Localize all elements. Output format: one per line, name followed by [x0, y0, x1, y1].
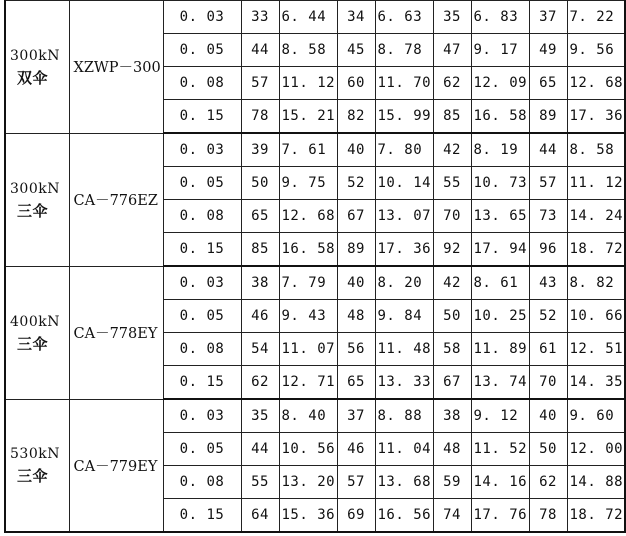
value-c-dec: 16. 58: [471, 100, 529, 134]
value-b-dec: 11. 70: [375, 67, 433, 100]
value-d-dec: 10. 66: [567, 300, 625, 333]
value-d-int: 43: [529, 266, 567, 300]
value-a-int: 35: [241, 399, 279, 433]
value-b-dec: 11. 04: [375, 433, 433, 466]
value-a-dec: 12. 71: [279, 366, 337, 400]
value-c-int: 92: [433, 233, 471, 267]
value-b-dec: 10. 14: [375, 167, 433, 200]
value-a-int: 44: [241, 433, 279, 466]
value-d-dec: 8. 82: [567, 266, 625, 300]
value-b-int: 89: [337, 233, 375, 267]
pressure-cell: 0. 15: [163, 100, 241, 134]
value-b-dec: 15. 99: [375, 100, 433, 134]
value-d-dec: 18. 72: [567, 233, 625, 267]
value-d-int: 49: [529, 34, 567, 67]
value-d-int: 73: [529, 200, 567, 233]
pressure-cell: 0. 08: [163, 466, 241, 499]
value-d-dec: 7. 22: [567, 1, 625, 34]
value-a-int: 38: [241, 266, 279, 300]
value-b-dec: 13. 07: [375, 200, 433, 233]
value-a-int: 64: [241, 499, 279, 533]
value-c-dec: 13. 65: [471, 200, 529, 233]
value-a-dec: 15. 21: [279, 100, 337, 134]
value-c-dec: 10. 73: [471, 167, 529, 200]
load-rating: 300kN: [10, 47, 60, 64]
value-b-int: 82: [337, 100, 375, 134]
value-a-dec: 10. 56: [279, 433, 337, 466]
value-d-int: 37: [529, 1, 567, 34]
value-c-dec: 9. 17: [471, 34, 529, 67]
group-label-cell: [5, 399, 69, 532]
model-name: CA－776EZ: [69, 133, 163, 266]
value-b-dec: 17. 36: [375, 233, 433, 267]
pressure-cell: 0. 08: [163, 200, 241, 233]
value-c-int: 50: [433, 300, 471, 333]
value-d-dec: 11. 12: [567, 167, 625, 200]
value-d-int: 96: [529, 233, 567, 267]
value-c-dec: 8. 61: [471, 266, 529, 300]
value-b-dec: 9. 84: [375, 300, 433, 333]
value-c-int: 74: [433, 499, 471, 533]
value-c-int: 62: [433, 67, 471, 100]
value-d-int: 50: [529, 433, 567, 466]
value-a-int: 85: [241, 233, 279, 267]
value-c-dec: 9. 12: [471, 399, 529, 433]
value-b-int: 69: [337, 499, 375, 533]
value-b-dec: 7. 80: [375, 133, 433, 167]
value-b-dec: 16. 56: [375, 499, 433, 533]
value-b-int: 37: [337, 399, 375, 433]
value-c-dec: 14. 16: [471, 466, 529, 499]
pressure-cell: 0. 15: [163, 366, 241, 400]
value-a-dec: 15. 36: [279, 499, 337, 533]
value-d-int: 65: [529, 67, 567, 100]
value-a-int: 50: [241, 167, 279, 200]
value-a-dec: 11. 07: [279, 333, 337, 366]
value-d-int: 62: [529, 466, 567, 499]
value-c-dec: 13. 74: [471, 366, 529, 400]
value-d-int: 57: [529, 167, 567, 200]
value-a-int: 54: [241, 333, 279, 366]
value-b-int: 56: [337, 333, 375, 366]
value-d-int: 44: [529, 133, 567, 167]
model-name: XZWP－300: [69, 1, 163, 134]
value-c-int: 85: [433, 100, 471, 134]
value-b-dec: 11. 48: [375, 333, 433, 366]
group-label-cell: [5, 1, 69, 134]
value-b-dec: 8. 20: [375, 266, 433, 300]
pressure-cell: 0. 05: [163, 34, 241, 67]
value-a-dec: 9. 43: [279, 300, 337, 333]
value-c-int: 70: [433, 200, 471, 233]
pressure-cell: 0. 05: [163, 167, 241, 200]
value-d-dec: 8. 58: [567, 133, 625, 167]
value-b-dec: 13. 68: [375, 466, 433, 499]
value-a-dec: 9. 75: [279, 167, 337, 200]
value-a-dec: 8. 40: [279, 399, 337, 433]
spec-table: [4, 0, 626, 533]
value-c-dec: 17. 94: [471, 233, 529, 267]
pressure-cell: 0. 03: [163, 399, 241, 433]
table-row: [5, 1, 625, 34]
value-b-dec: 8. 88: [375, 399, 433, 433]
model-name: CA－778EY: [69, 266, 163, 399]
value-b-int: 40: [337, 266, 375, 300]
value-d-int: 70: [529, 366, 567, 400]
value-c-dec: 11. 89: [471, 333, 529, 366]
value-d-dec: 12. 00: [567, 433, 625, 466]
value-c-dec: 8. 19: [471, 133, 529, 167]
value-c-int: 38: [433, 399, 471, 433]
load-rating: 300kN: [10, 180, 60, 197]
value-b-dec: 6. 63: [375, 1, 433, 34]
value-a-dec: 11. 12: [279, 67, 337, 100]
value-a-int: 78: [241, 100, 279, 134]
value-a-int: 33: [241, 1, 279, 34]
value-c-dec: 12. 09: [471, 67, 529, 100]
value-c-int: 55: [433, 167, 471, 200]
value-b-int: 57: [337, 466, 375, 499]
value-d-int: 40: [529, 399, 567, 433]
canopy-count: 三伞: [17, 201, 49, 220]
value-b-int: 45: [337, 34, 375, 67]
value-c-int: 35: [433, 1, 471, 34]
table-row: [5, 133, 625, 167]
table-row: [5, 266, 625, 300]
value-c-dec: 10. 25: [471, 300, 529, 333]
value-a-int: 46: [241, 300, 279, 333]
value-a-int: 55: [241, 466, 279, 499]
value-c-int: 67: [433, 366, 471, 400]
table-row: [5, 399, 625, 433]
value-c-dec: 17. 76: [471, 499, 529, 533]
value-b-int: 52: [337, 167, 375, 200]
value-c-int: 59: [433, 466, 471, 499]
value-a-int: 44: [241, 34, 279, 67]
value-c-dec: 6. 83: [471, 1, 529, 34]
pressure-cell: 0. 03: [163, 1, 241, 34]
value-b-int: 67: [337, 200, 375, 233]
value-d-dec: 14. 24: [567, 200, 625, 233]
group-label-cell: [5, 266, 69, 399]
value-b-int: 60: [337, 67, 375, 100]
canopy-count: 三伞: [17, 467, 49, 486]
value-d-int: 52: [529, 300, 567, 333]
canopy-count: 三伞: [17, 334, 49, 353]
value-a-dec: 13. 20: [279, 466, 337, 499]
value-d-int: 78: [529, 499, 567, 533]
value-c-int: 58: [433, 333, 471, 366]
load-rating: 530kN: [10, 446, 60, 463]
pressure-cell: 0. 08: [163, 67, 241, 100]
pressure-cell: 0. 15: [163, 499, 241, 533]
value-c-int: 42: [433, 133, 471, 167]
value-b-dec: 13. 33: [375, 366, 433, 400]
value-b-int: 46: [337, 433, 375, 466]
value-a-dec: 8. 58: [279, 34, 337, 67]
spec-table-page: [4, 0, 624, 531]
pressure-cell: 0. 08: [163, 333, 241, 366]
value-a-dec: 7. 61: [279, 133, 337, 167]
value-a-dec: 6. 44: [279, 1, 337, 34]
value-b-int: 34: [337, 1, 375, 34]
pressure-cell: 0. 15: [163, 233, 241, 267]
canopy-count: 双伞: [17, 68, 49, 87]
value-d-dec: 12. 51: [567, 333, 625, 366]
value-d-dec: 9. 60: [567, 399, 625, 433]
value-b-int: 40: [337, 133, 375, 167]
value-a-dec: 7. 79: [279, 266, 337, 300]
value-d-dec: 18. 72: [567, 499, 625, 533]
value-d-int: 89: [529, 100, 567, 134]
pressure-cell: 0. 03: [163, 133, 241, 167]
value-d-dec: 12. 68: [567, 67, 625, 100]
value-a-dec: 12. 68: [279, 200, 337, 233]
value-a-dec: 16. 58: [279, 233, 337, 267]
pressure-cell: 0. 03: [163, 266, 241, 300]
value-d-dec: 14. 88: [567, 466, 625, 499]
value-c-int: 42: [433, 266, 471, 300]
value-b-int: 65: [337, 366, 375, 400]
pressure-cell: 0. 05: [163, 433, 241, 466]
group-label-cell: [5, 133, 69, 266]
value-d-dec: 9. 56: [567, 34, 625, 67]
value-d-dec: 17. 36: [567, 100, 625, 134]
value-a-int: 57: [241, 67, 279, 100]
load-rating: 400kN: [10, 313, 60, 330]
value-b-dec: 8. 78: [375, 34, 433, 67]
model-name: CA－779EY: [69, 399, 163, 532]
value-b-int: 48: [337, 300, 375, 333]
value-c-dec: 11. 52: [471, 433, 529, 466]
pressure-cell: 0. 05: [163, 300, 241, 333]
value-c-int: 48: [433, 433, 471, 466]
value-c-int: 47: [433, 34, 471, 67]
value-d-dec: 14. 35: [567, 366, 625, 400]
value-a-int: 62: [241, 366, 279, 400]
value-d-int: 61: [529, 333, 567, 366]
value-a-int: 39: [241, 133, 279, 167]
value-a-int: 65: [241, 200, 279, 233]
